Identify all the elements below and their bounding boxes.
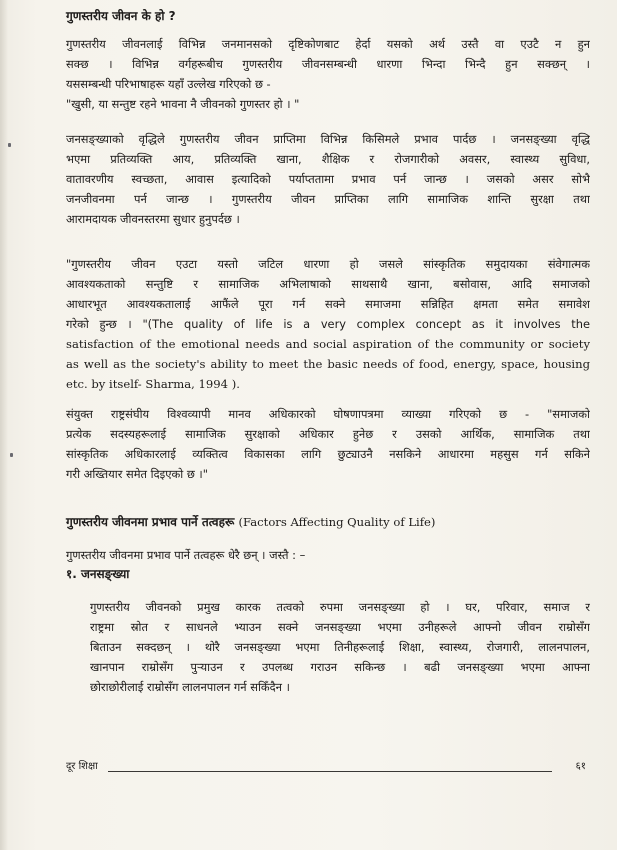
text-line: गरी अख्तियार समेत दिइएको छ ।": [66, 467, 208, 481]
text-line: आवश्यकताको सन्तुष्टि र सामाजिक अभिलाषाको साथसाथै खाना, बसोवास, आदि समाजको: [66, 277, 590, 291]
text-line: गरेको हुन्छ । "(The quality of life is a very complex concept as it involves the: [66, 317, 590, 331]
text-line: संयुक्त राष्ट्रसंघीय विश्वव्यापी मानव अधिकारको घोषणापत्रमा व्याख्या गरिएको छ - "समाजको: [66, 407, 590, 421]
text-line: वातावरणीय स्वच्छता, आवास इत्यादिको पर्याप्ततामा प्रभाव पर्न जान्छ । जसको असर सोभै: [66, 172, 590, 186]
paragraph-complex-concept: [66, 254, 590, 394]
text-line: यससम्बन्धी परिभाषाहरू यहाँ उल्लेख गरिएको छ -: [66, 77, 271, 91]
text-line: गुणस्तरीय जीवनलाई विभिन्न जनमानसको दृष्टिकोणबाट हेर्दा यसको अर्थ उस्तै वा एउटै न हुन: [66, 37, 590, 51]
text-line: भएमा प्रतिव्यक्ति आय, प्रतिव्यक्ति खाना, शैक्षिक र रोजगारीको अवसर, स्वास्थ्य सुविधा,: [66, 152, 590, 166]
text-line: गुणस्तरीय जीवनको प्रमुख कारक तत्वको रुपमा जनसङ्ख्या हो । घर, परिवार, समाज र: [90, 600, 590, 614]
text-line: "खुसी, या सन्तुष्ट रहने भावना नै जीवनको गुणस्तर हो । ": [66, 97, 300, 111]
text-line: खानपान राम्रोसँग पुऱ्याउन र उपलब्ध गराउन सकिन्छ । बढी जनसङ्ख्या भएमा आफ्ना: [90, 660, 590, 674]
text-line: गुणस्तरीय जीवनमा प्रभाव पार्ने तत्वहरू धेरै छन् । जस्तै : –: [66, 548, 306, 562]
paragraph-factors-intro: [66, 545, 590, 565]
heading-what-is-quality-life: गुणस्तरीय जीवन के हो ?: [66, 9, 176, 23]
text-line: as well as the society's ability to meet the basic needs of food, energy, space, housing: [66, 357, 590, 371]
footer-label: दूर शिक्षा: [66, 761, 98, 772]
paragraph-population-growth: [66, 129, 590, 229]
heading-factors-english: (Factors Affecting Quality of Life): [238, 515, 436, 529]
text-line: आरामदायक जीवनस्तरमा सुधार हुनुपर्दछ ।: [66, 212, 240, 226]
text-line: etc. by itself- Sharma, 1994 ).: [66, 377, 240, 391]
page-edge-shadow: [0, 0, 8, 850]
heading-factors: [66, 512, 435, 532]
text-line: आधारभूत आवश्यकतालाई आफैंले पूरा गर्न सक्ने समाजमा सन्निहित क्षमता समेत समावेश: [66, 297, 590, 311]
list-item-title-population: १. जनसङ्ख्या: [66, 567, 130, 581]
text-line: प्रत्येक सदस्यहरूलाई सामाजिक सुरक्षाको अधिकार हुनेछ र उसको आर्थिक, सामाजिक तथा: [66, 427, 590, 441]
footer-rule: [108, 771, 552, 772]
scan-speck: [8, 143, 11, 147]
paragraph-population-factor: [90, 597, 590, 697]
scan-speck: [10, 453, 13, 457]
text-line: बिताउन सक्दछन् । थोरै जनसङ्ख्या भएमा तिनीहरूलाई शिक्षा, स्वास्थ्य, रोजगारी, लालनपालन,: [90, 640, 590, 654]
text-line: छोराछोरीलाई राम्रोसँग लालनपालन गर्न सकिँदैन ।: [90, 680, 290, 694]
heading-factors-nepali: गुणस्तरीय जीवनमा प्रभाव पार्ने तत्वहरू: [66, 515, 235, 529]
page-footer: [66, 758, 586, 776]
text-line: सांस्कृतिक अधिकारलाई व्यक्तित्व विकासका लागि छुट्याउनै नसकिने आधारमा महसुस गर्न सकिने: [66, 447, 590, 461]
text-line: जनसङ्ख्याको वृद्धिले गुणस्तरीय जीवन प्राप्तिमा विभिन्न किसिमले प्रभाव पार्दछ । जनसङ्ख्या वृद्धि: [66, 132, 590, 146]
text-line: राष्ट्रमा स्रोत र साधनले भ्याउन सक्ने जनसङ्ख्या भएमा उनीहरूले आफ्नो जीवन राम्रोसँग: [90, 620, 590, 634]
text-line: जनजीवनमा पर्न जान्छ । गुणस्तरीय जीवन प्राप्तिका लागि सामाजिक शान्ति सुरक्षा तथा: [66, 192, 590, 206]
text-line: सक्छ । विभिन्न वर्गहरूबीच गुणस्तरीय जीवनसम्बन्धी धारणा भिन्दा भिन्दै हुन सक्छन् ।: [66, 57, 590, 71]
paragraph-un-declaration: [66, 404, 590, 484]
paragraph-definition: [66, 34, 590, 114]
page-number: ६१: [575, 761, 586, 772]
text-line: "गुणस्तरीय जीवन एउटा यस्तो जटिल धारणा हो जसले सांस्कृतिक समुदायका संवेगात्मक: [66, 257, 590, 271]
text-line: satisfaction of the emotional needs and social aspiration of the community or society: [66, 337, 590, 351]
